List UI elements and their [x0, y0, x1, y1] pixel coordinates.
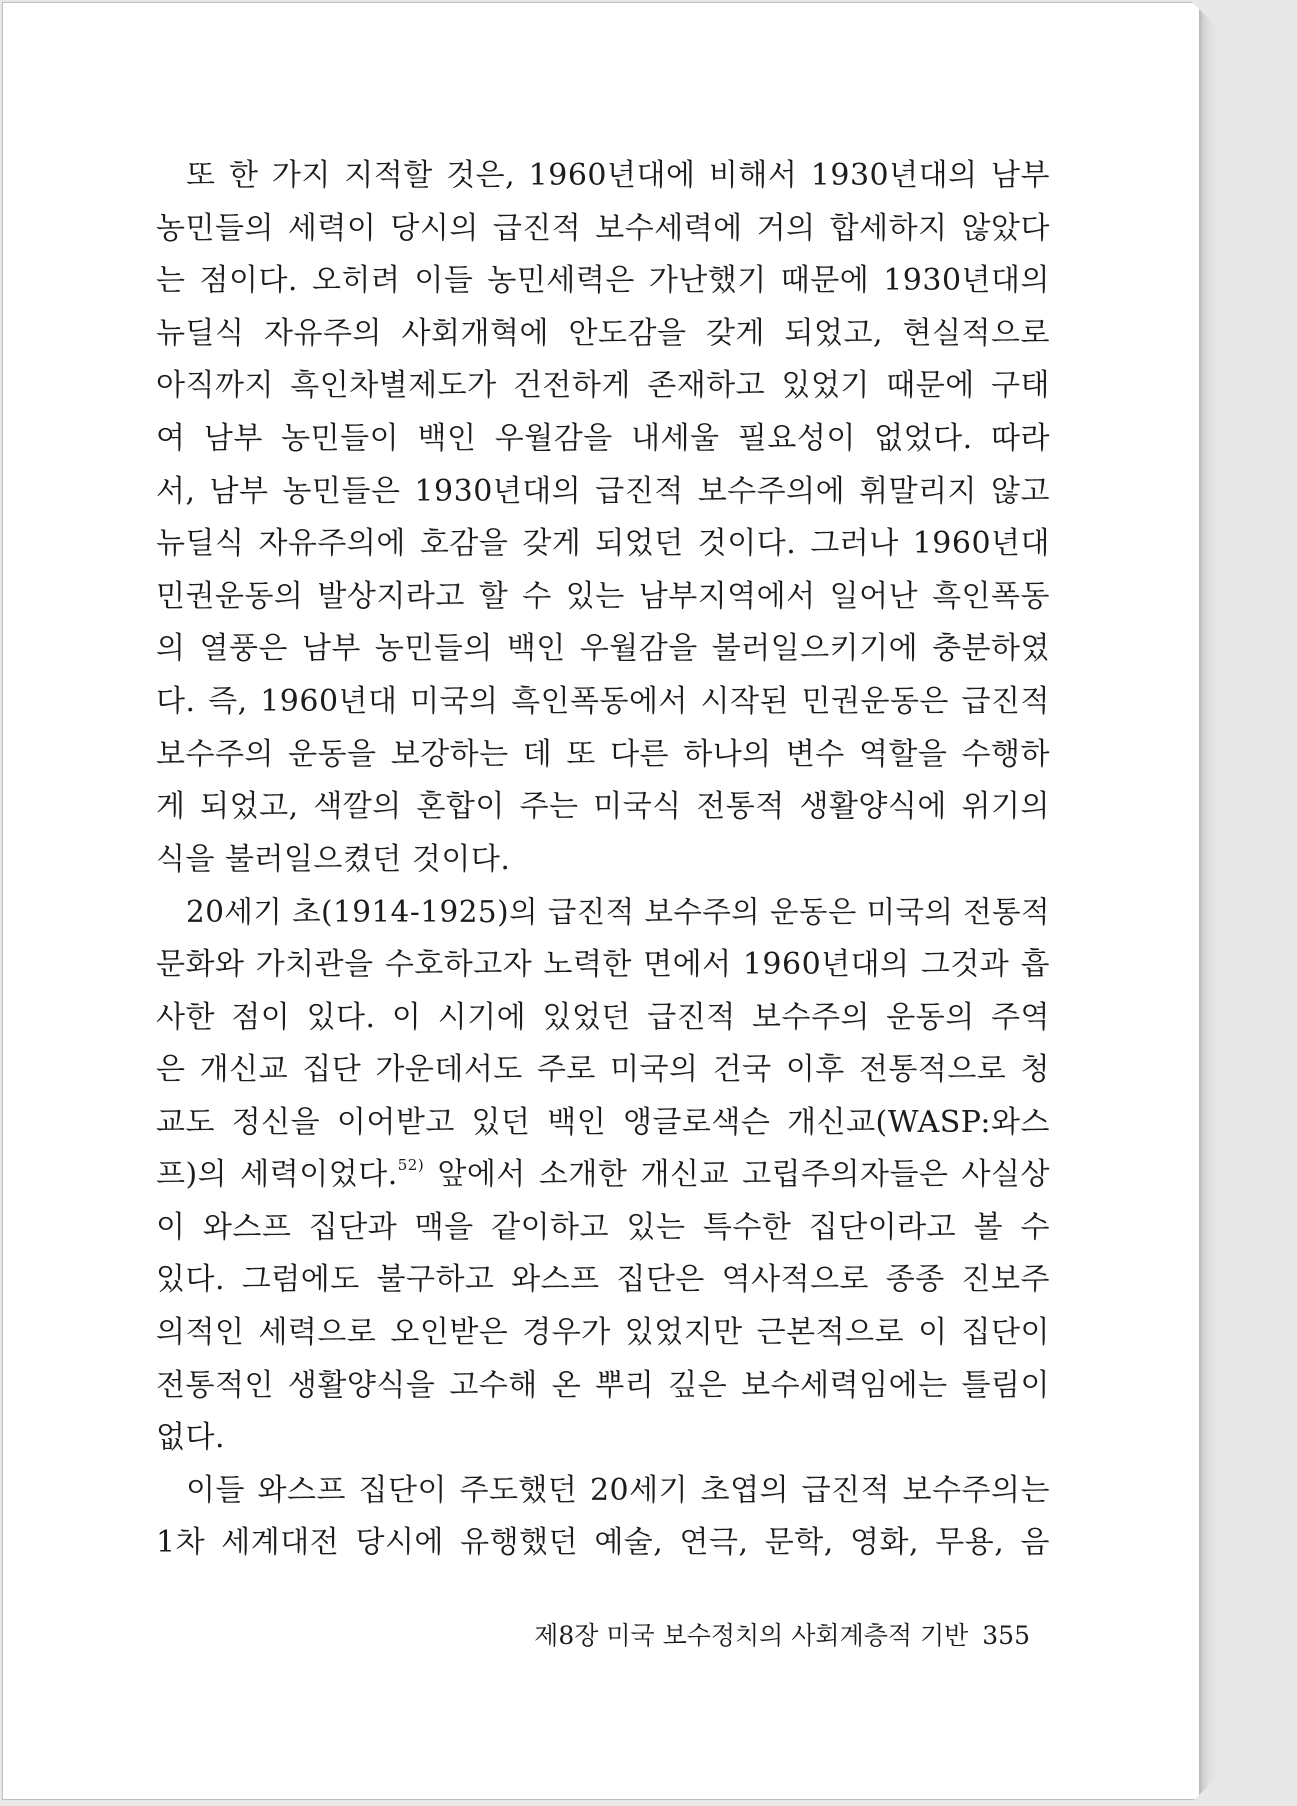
text-line: 이들 와스프 집단이 주도했던 20세기 초엽의 급진적 보수주의는: [186, 1472, 1050, 1508]
footnote-reference[interactable]: 52): [397, 1156, 425, 1175]
text-line: 서, 남부 농민들은 1930년대의 급진적 보수주의에 휘말리지 않고: [156, 473, 1050, 509]
text-line: 의적인 세력으로 오인받은 경우가 있었지만 근본적으로 이 집단이: [156, 1315, 1050, 1351]
text-line: 뉴딜식 자유주의에 호감을 갖게 되었던 것이다. 그러나 1960년대: [156, 526, 1050, 562]
text-line: 아직까지 흑인차별제도가 건전하게 존재하고 있었기 때문에 구태: [156, 368, 1050, 404]
text-line: 없다.: [156, 1420, 225, 1456]
text-line: 식을 불러일으켰던 것이다.: [156, 841, 511, 877]
text-line: 사한 점이 있다. 이 시기에 있었던 급진적 보수주의 운동의 주역: [156, 999, 1050, 1035]
paragraph-3: [156, 1465, 1050, 1570]
running-footer-chapter: 제8장 미국 보수정치의 사회계층적 기반: [534, 1621, 969, 1650]
paragraph-2: [156, 886, 1050, 1465]
page-footer: [510, 1616, 1030, 1652]
text-line: 20세기 초(1914-1925)의 급진적 보수주의 운동은 미국의 전통적: [186, 895, 1050, 930]
text-line: 의 열풍은 남부 농민들의 백인 우월감을 불러일으키기에 충분하였: [156, 631, 1050, 667]
text-line: 또 한 가지 지적할 것은, 1960년대에 비해서 1930년대의 남부: [186, 158, 1050, 193]
text-line: 보수주의 운동을 보강하는 데 또 다른 하나의 변수 역할을 수행하: [156, 736, 1050, 772]
text-line-with-footnote: [156, 1149, 1050, 1202]
text-line: 농민들의 세력이 당시의 급진적 보수세력에 거의 합세하지 않았다: [156, 210, 1050, 246]
text-line: 이 와스프 집단과 맥을 같이하고 있는 특수한 집단이라고 볼 수: [156, 1209, 1050, 1245]
text-fragment: 앞에서 소개한 개신교 고립주의자들은 사실상: [424, 1157, 1050, 1193]
body-text: [156, 150, 1050, 1570]
text-line: 1차 세계대전 당시에 유행했던 예술, 연극, 문학, 영화, 무용, 음: [156, 1525, 1050, 1561]
text-line: 전통적인 생활양식을 고수해 온 뿌리 깊은 보수세력임에는 틀림이: [156, 1367, 1050, 1403]
text-line: 있다. 그럼에도 불구하고 와스프 집단은 역사적으로 종종 진보주: [156, 1262, 1050, 1298]
text-fragment: 프)의 세력이었다.: [156, 1157, 398, 1193]
text-line: 민권운동의 발상지라고 할 수 있는 남부지역에서 일어난 흑인폭동: [156, 578, 1050, 614]
text-line: 은 개신교 집단 가운데서도 주로 미국의 건국 이후 전통적으로 청: [156, 1052, 1050, 1088]
paragraph-1: [156, 150, 1050, 886]
text-line: 교도 정신을 이어받고 있던 백인 앵글로색슨 개신교(WASP:와스: [156, 1104, 1050, 1140]
text-line: 문화와 가치관을 수호하고자 노력한 면에서 1960년대의 그것과 흡: [156, 946, 1050, 982]
page-corner-fold-top: [1192, 2, 1218, 28]
text-line: 여 남부 농민들이 백인 우월감을 내세울 필요성이 없었다. 따라: [156, 420, 1050, 456]
text-line: 다. 즉, 1960년대 미국의 흑인폭동에서 시작된 민권운동은 급진적: [156, 683, 1050, 719]
text-line: 뉴딜식 자유주의 사회개혁에 안도감을 갖게 되었고, 현실적으로: [156, 315, 1050, 351]
page-corner-fold-bottom: [1192, 1776, 1218, 1802]
text-line: 게 되었고, 색깔의 혼합이 주는 미국식 전통적 생활양식에 위기의: [156, 789, 1050, 825]
page-number: 355: [982, 1621, 1030, 1650]
text-line: 는 점이다. 오히려 이들 농민세력은 가난했기 때문에 1930년대의: [156, 263, 1050, 299]
